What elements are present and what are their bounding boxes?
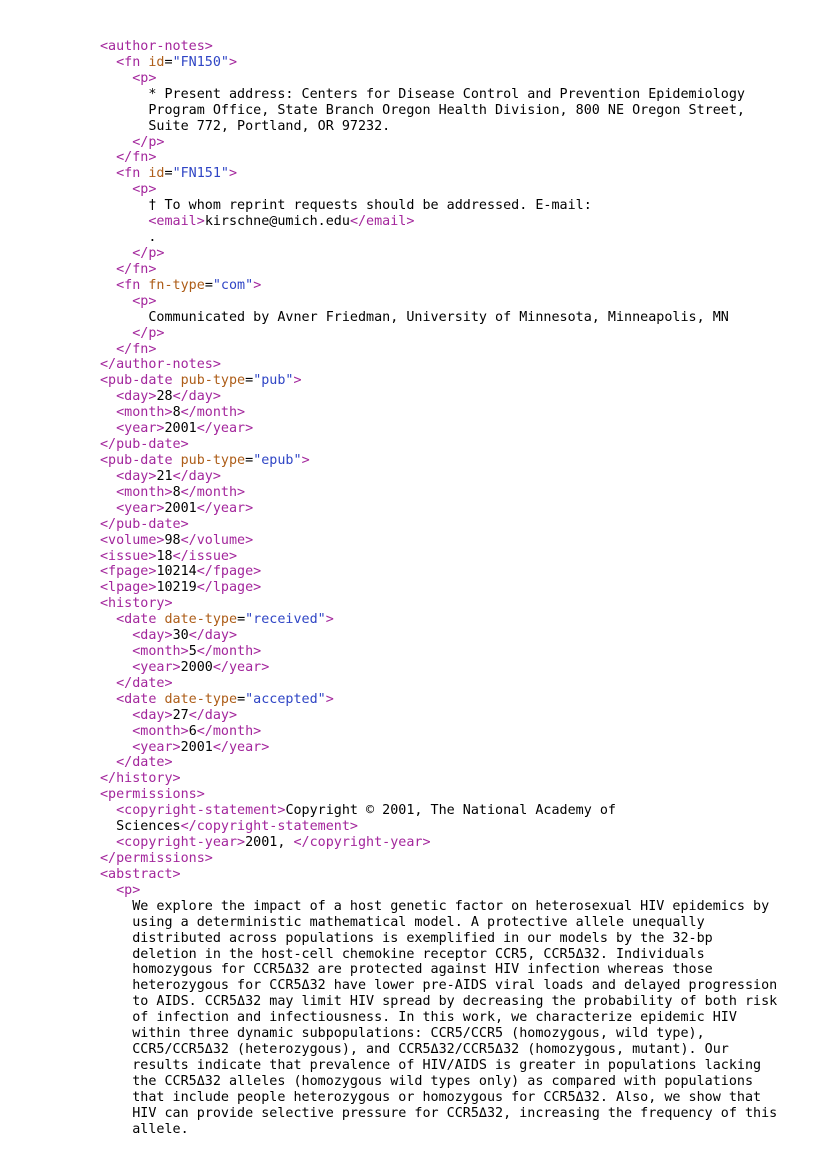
xml-text-token [173, 453, 181, 468]
xml-tag-token: </permissions> [100, 851, 213, 867]
source-line [100, 533, 817, 549]
source-line [100, 150, 817, 166]
xml-tag-token: <day> [132, 707, 173, 723]
xml-text-token: within three dynamic subpopulations: CCR5/CCR5 (homozygous, wild type), [132, 1026, 705, 1042]
xml-text-token [156, 612, 164, 627]
xml-tag-token: <copyright-year> [116, 835, 246, 851]
source-line [100, 867, 817, 883]
xml-text-token: 30 [172, 628, 189, 644]
xml-tag-token: </fn> [116, 150, 157, 166]
source-line [100, 55, 817, 71]
source-line [100, 1122, 817, 1138]
xml-tag-token: <pub-date [100, 452, 173, 468]
source-line [100, 103, 817, 119]
source-line [100, 947, 817, 963]
xml-tag-token: <date [116, 612, 157, 628]
xml-text-token: homozygous for CCR5Δ32 are protected against HIV infection whereas those [132, 962, 713, 978]
xml-attribute-name-token: id [148, 54, 165, 70]
source-line [100, 962, 817, 978]
xml-tag-token: <p> [132, 70, 157, 86]
source-line [100, 644, 817, 660]
xml-tag-token: > [253, 277, 262, 293]
source-line [100, 166, 817, 182]
xml-tag-token: <author-notes> [100, 39, 213, 54]
xml-tag-token: <year> [116, 500, 165, 516]
xml-text-token: 2001, [245, 835, 294, 851]
xml-tag-token: </day> [188, 707, 238, 723]
source-line [100, 580, 817, 596]
xml-tag-token: <month> [132, 723, 189, 739]
xml-attribute-value-token: "com" [212, 277, 254, 293]
source-line [100, 1042, 817, 1058]
xml-text-token: kirschne@umich.edu [204, 214, 350, 230]
xml-attribute-name-token: date-type [164, 612, 238, 628]
source-line [100, 883, 817, 899]
xml-tag-token: </date> [116, 755, 173, 771]
source-line [100, 421, 817, 437]
source-line [100, 485, 817, 501]
xml-tag-token: </copyright-year> [293, 835, 431, 851]
xml-text-token: 2001 [180, 739, 213, 755]
source-line [100, 1074, 817, 1090]
xml-tag-token: <month> [116, 484, 173, 500]
source-line [100, 978, 817, 994]
xml-tag-token: </pub-date> [100, 516, 189, 532]
xml-text-token: = [237, 691, 246, 707]
xml-text-token: 8 [172, 484, 181, 500]
xml-tag-token: </p> [132, 134, 165, 150]
xml-tag-token: <p> [116, 882, 141, 898]
xml-attribute-value-token: "received" [245, 612, 326, 628]
xml-tag-token: </year> [196, 500, 254, 516]
source-line [100, 660, 817, 676]
xml-text-token: = [164, 54, 173, 70]
xml-text-token: of infection and infectiousness. In this work, we characterize epidemic HIV [132, 1010, 737, 1026]
xml-tag-token: </pub-date> [100, 437, 189, 453]
source-line [100, 915, 817, 931]
xml-tag-token: </date> [116, 675, 173, 691]
xml-tag-token: </p> [132, 325, 165, 341]
source-line [100, 501, 817, 517]
source-line [100, 517, 817, 533]
source-line [100, 755, 817, 771]
source-line [100, 437, 817, 453]
source-line [100, 39, 817, 55]
xml-tag-token: </p> [132, 245, 165, 261]
xml-tag-token: </month> [196, 644, 262, 660]
xml-tag-token: <fn [116, 277, 141, 293]
xml-attribute-name-token: id [148, 166, 165, 182]
xml-tag-token: <volume> [100, 532, 165, 548]
xml-tag-token: <day> [132, 628, 173, 644]
xml-text-token: that include people heterozygous or homozygous for CCR5Δ32. Also, we show that [132, 1089, 762, 1105]
xml-text-token: CCR5/CCR5Δ32 (heterozygous), and CCR5Δ32/CCR5Δ32 (homozygous, mutant). Our [132, 1042, 729, 1058]
xml-tag-token: </fn> [116, 341, 157, 357]
xml-text-token: We explore the impact of a host genetic factor on heterosexual HIV epidemics by [132, 898, 770, 914]
xml-tag-token: </lpage> [196, 580, 262, 596]
source-line [100, 342, 817, 358]
xml-tag-token: </fpage> [196, 564, 262, 580]
xml-text-token: 5 [188, 644, 197, 660]
xml-tag-token: </email> [349, 214, 415, 230]
xml-text-token: † To whom reprint requests should be addressed. E-mail: [148, 198, 592, 214]
source-line [100, 1026, 817, 1042]
xml-text-token: = [164, 166, 173, 182]
xml-tag-token: </issue> [172, 548, 238, 564]
xml-tag-token: </copyright-statement> [180, 819, 358, 835]
source-line [100, 994, 817, 1010]
xml-tag-token: > [325, 691, 334, 707]
xml-attribute-value-token: "FN151" [172, 166, 229, 182]
source-line [100, 596, 817, 612]
xml-attribute-name-token: pub-type [180, 452, 246, 468]
xml-text-token: 21 [156, 468, 173, 484]
xml-text-token: using a deterministic mathematical model. A protective allele unequally [132, 914, 705, 930]
xml-text-token: = [245, 373, 254, 389]
xml-tag-token: <year> [132, 739, 181, 755]
xml-text-token: = [237, 612, 246, 628]
source-line [100, 931, 817, 947]
xml-tag-token: </author-notes> [100, 357, 221, 373]
xml-text-token: HIV can provide selective pressure for CCR5Δ32, increasing the frequency of this [132, 1105, 778, 1121]
source-line [100, 724, 817, 740]
xml-tag-token: <pub-date [100, 373, 173, 389]
xml-tag-token: > [325, 612, 334, 628]
xml-attribute-value-token: "pub" [253, 373, 294, 389]
xml-tag-token: <issue> [100, 548, 157, 564]
source-line [100, 453, 817, 469]
source-line [100, 1090, 817, 1106]
source-line [100, 771, 817, 787]
xml-tag-token: </day> [172, 468, 221, 484]
source-line [100, 278, 817, 294]
source-line [100, 803, 817, 819]
source-line [100, 405, 817, 421]
xml-text-token: . [148, 230, 157, 246]
source-line [100, 294, 817, 310]
xml-tag-token: > [229, 166, 238, 182]
source-line [100, 357, 817, 373]
source-line [100, 549, 817, 565]
xml-tag-token: <permissions> [100, 787, 205, 803]
source-line [100, 389, 817, 405]
xml-text-token: 6 [188, 723, 197, 739]
xml-text-token [173, 373, 181, 388]
xml-text-token: = [204, 277, 213, 293]
xml-tag-token: <p> [132, 182, 157, 198]
xml-tag-token: </history> [100, 771, 181, 787]
xml-text-token [156, 692, 164, 707]
xml-tag-token: <day> [116, 468, 157, 484]
source-line [100, 182, 817, 198]
xml-text-token: 27 [172, 707, 189, 723]
xml-tag-token: </month> [196, 723, 262, 739]
source-line [100, 676, 817, 692]
source-line [100, 787, 817, 803]
xml-tag-token: <email> [148, 214, 205, 230]
xml-tag-token: <month> [132, 644, 189, 660]
xml-text-token: Sciences [116, 819, 181, 835]
xml-tag-token: <day> [116, 389, 157, 405]
xml-tag-token: <history> [100, 596, 173, 612]
xml-tag-token: <date [116, 691, 157, 707]
xml-text-token: Program Office, State Branch Oregon Health Division, 800 NE Oregon Street, [148, 102, 745, 118]
xml-text-token: = [245, 452, 254, 468]
xml-tag-token: > [293, 373, 302, 389]
source-line [100, 564, 817, 580]
source-line [100, 71, 817, 87]
xml-text-token: the CCR5Δ32 alleles (homozygous wild types only) as compared with populations [132, 1073, 754, 1089]
source-line [100, 230, 817, 246]
xml-attribute-name-token: fn-type [148, 277, 205, 293]
source-line [100, 1106, 817, 1122]
xml-tag-token: <year> [116, 421, 165, 437]
source-line [100, 835, 817, 851]
xml-text-token: 98 [164, 532, 181, 548]
xml-text-token: 28 [156, 389, 173, 405]
xml-tag-token: </month> [180, 484, 246, 500]
xml-text-token: 2001 [164, 421, 197, 437]
source-line [100, 692, 817, 708]
source-line [100, 1010, 817, 1026]
source-line [100, 612, 817, 628]
xml-tag-token: <abstract> [100, 866, 181, 882]
source-line [100, 262, 817, 278]
xml-text-token: allele. [132, 1121, 189, 1137]
xml-tag-token: <fpage> [100, 564, 157, 580]
xml-tag-token: </year> [212, 659, 270, 675]
source-line [100, 708, 817, 724]
source-line [100, 198, 817, 214]
source-line [100, 87, 817, 103]
source-line [100, 246, 817, 262]
xml-text-token: 2000 [180, 659, 213, 675]
xml-text-token: 2001 [164, 500, 197, 516]
xml-attribute-value-token: "epub" [253, 452, 302, 468]
xml-tag-token: </day> [172, 389, 221, 405]
source-line [100, 310, 817, 326]
source-line [100, 851, 817, 867]
xml-tag-token: </year> [212, 739, 270, 755]
xml-text-token: deletion in the host-cell chemokine receptor CCR5, CCR5Δ32. Individuals [132, 946, 705, 962]
xml-tag-token: <year> [132, 659, 181, 675]
source-line [100, 899, 817, 915]
xml-text-token: 10214 [156, 564, 197, 580]
xml-attribute-value-token: "FN150" [172, 54, 229, 70]
xml-tag-token: <fn [116, 54, 141, 70]
source-line [100, 740, 817, 756]
xml-tag-token: > [229, 54, 238, 70]
xml-text-token: 10219 [156, 580, 197, 596]
xml-text-token: 18 [156, 548, 173, 564]
source-line [100, 469, 817, 485]
xml-text-token: to AIDS. CCR5Δ32 may limit HIV spread by decreasing the probability of both risk [132, 994, 778, 1010]
xml-attribute-name-token: pub-type [180, 373, 246, 389]
xml-text-token: distributed across populations is exemplified in our models by the 32-bp [132, 930, 713, 946]
xml-tag-token: <month> [116, 405, 173, 421]
xml-tag-token: </volume> [180, 532, 254, 548]
xml-tag-token: > [301, 452, 310, 468]
xml-tag-token: </year> [196, 421, 254, 437]
xml-tag-token: </month> [180, 405, 246, 421]
xml-text-token: * Present address: Centers for Disease Control and Prevention Epidemiology [148, 86, 745, 102]
xml-tag-token: </fn> [116, 261, 157, 277]
source-line [100, 628, 817, 644]
xml-text-token: Suite 772, Portland, OR 97232. [148, 118, 391, 134]
xml-attribute-name-token: date-type [164, 691, 238, 707]
xml-tag-token: <lpage> [100, 580, 157, 596]
xml-text-token: Copyright © 2001, The National Academy of [285, 803, 616, 819]
source-line [100, 1058, 817, 1074]
xml-tag-token: <fn [116, 166, 141, 182]
xml-text-token: Communicated by Avner Friedman, University of Minnesota, Minneapolis, MN [148, 309, 729, 325]
xml-tag-token: </day> [188, 628, 238, 644]
xml-tag-token: <p> [132, 293, 157, 309]
xml-text-token: 8 [172, 405, 181, 421]
xml-text-token: heterozygous for CCR5Δ32 have lower pre-AIDS viral loads and delayed progression [132, 978, 778, 994]
xml-tag-token: <copyright-statement> [116, 803, 286, 819]
xml-text-token: results indicate that prevalence of HIV/AIDS is greater in populations lacking [132, 1058, 762, 1073]
xml-attribute-value-token: "accepted" [245, 691, 326, 707]
source-line [100, 214, 817, 230]
source-line [100, 326, 817, 342]
source-line [100, 135, 817, 151]
source-line [100, 373, 817, 389]
source-line [100, 819, 817, 835]
source-line [100, 119, 817, 135]
